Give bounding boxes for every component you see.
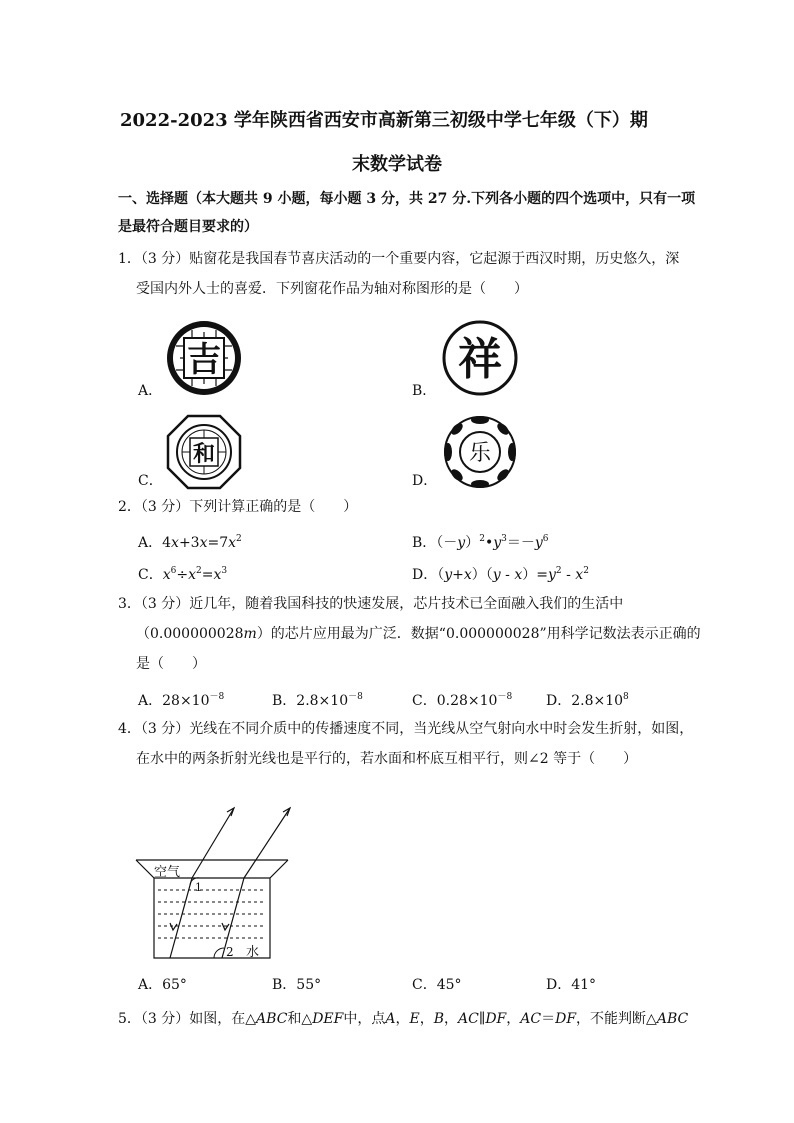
q1-stem-line2: 受国内外人士的喜爱．下列窗花作品为轴对称图形的是（ ） xyxy=(136,281,528,297)
q3-option-c: C．$0.28\times 10^{-8}$ xyxy=(412,692,513,709)
page-title-line1: 2022-2023 学年陕西省西安市高新第三初级中学七年级（下）期 xyxy=(120,110,648,131)
q1-option-c-label: C． xyxy=(138,473,163,489)
q1-stem-line1: 1．（3 分）贴窗花是我国春节喜庆活动的一个重要内容，它起源于西汉时期，历史悠久，深 xyxy=(118,251,680,267)
q3-option-d: D．$2.8\times 10^8$ xyxy=(546,692,629,709)
papercut-xiang-image xyxy=(440,318,520,398)
q5-stem-line1: 5．（3 分）如图，在△ABC和△DEF中，点A，E，B，AC∥DF，AC＝DF，不能判断△ABC xyxy=(118,1011,689,1027)
label-water: 水 xyxy=(246,945,260,960)
label-air: 空气 xyxy=(154,865,181,880)
papercut-he-image xyxy=(164,412,244,492)
q3-option-b: B．$2.8\times 10^{-8}$ xyxy=(272,692,363,709)
label-angle-1: 1 xyxy=(195,881,202,894)
q1-option-a-label: A． xyxy=(138,383,163,399)
q4-option-b: B．55° xyxy=(272,977,322,993)
q1-option-b-label: B． xyxy=(412,383,437,399)
q1-option-d-label: D． xyxy=(412,473,438,489)
q4-option-c: C．45° xyxy=(412,977,462,993)
papercut-le-image xyxy=(440,412,520,492)
label-angle-2: 2 xyxy=(226,945,234,959)
papercut-he-char: 和 xyxy=(192,441,216,467)
q4-option-a: A．65° xyxy=(138,977,187,993)
q2-option-c: C．$x^6\div x^2=x^3$ xyxy=(138,566,228,583)
q2-option-b: B．$(-y)^2•y^3=-y^6$ xyxy=(412,534,549,551)
page-title-line2: 末数学试卷 xyxy=(352,154,442,175)
q3-stem-line2: （0.000000028m）的芯片应用最为广泛．数据“0.000000028”用科学记数法表示正确的 xyxy=(136,626,701,642)
q2-stem: 2．（3 分）下列计算正确的是（ ） xyxy=(118,499,358,515)
q4-stem-line1: 4．（3 分）光线在不同介质中的传播速度不同，当光线从空气射向水中时会发生折射，如图， xyxy=(118,721,694,737)
q2-option-d: D．$(y+x)(y - x)=y^2 - x^2$ xyxy=(412,566,589,583)
papercut-ji-char: 吉 xyxy=(187,340,221,380)
papercut-le-char: 乐 xyxy=(468,441,492,466)
section-heading-line1: 一、选择题（本大题共 9 小题，每小题 3 分，共 27 分.下列各小题的四个选项中，只有一项 xyxy=(118,191,696,207)
section-heading-line2: 是最符合题目要求的） xyxy=(118,219,258,235)
refraction-diagram xyxy=(130,806,295,968)
papercut-ji-image xyxy=(164,318,244,398)
q4-stem-line2: 在水中的两条折射光线也是平行的，若水面和杯底互相平行，则∠2 等于（ ） xyxy=(136,751,638,767)
q3-stem-line1: 3．（3 分）近几年，随着我国科技的快速发展，芯片技术已全面融入我们的生活中 xyxy=(118,596,624,612)
q3-stem-line3: 是（ ） xyxy=(136,656,206,672)
papercut-xiang-char: 祥 xyxy=(458,334,502,385)
q4-option-d: D．41° xyxy=(546,977,597,993)
q3-option-a: A．$28\times 10^{-8}$ xyxy=(138,692,225,709)
q2-option-a: A．$4x+3x=7x^2$ xyxy=(138,534,242,551)
